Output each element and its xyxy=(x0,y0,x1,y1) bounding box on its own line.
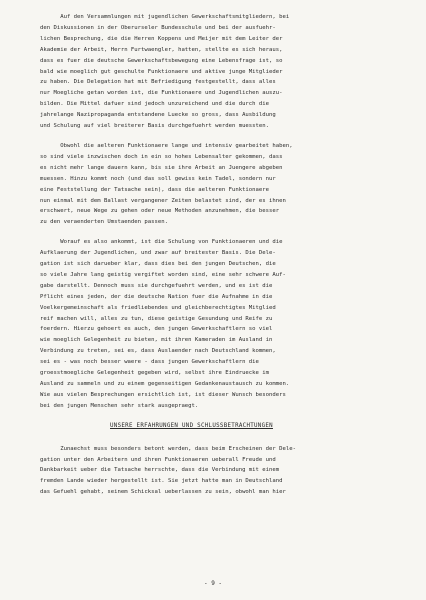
paragraph xyxy=(40,237,392,412)
text-line: gation unter den Arbeitern und ihren Funktionaeren ueberall Freude und xyxy=(40,456,276,463)
text-line: Akademie der Arbeit, Herrn Furtwaengler, hatten, stellte es sich heraus, xyxy=(40,46,283,53)
text-line: das Gefuehl gehabt, seinem Schicksal ueberlassen zu sein, obwohl man hier xyxy=(40,489,286,496)
text-line: nun einmal mit dem Ballast vergangener Zeiten belastet sind, der es ihnen xyxy=(40,197,286,204)
text-line: es nicht mehr lange dauern kann, bis sie ihre Arbeit an Juengere abgeben xyxy=(40,164,283,171)
text-line: jahrelange Nazipropaganda entstandene Luecke so gross, dass Ausbildung xyxy=(40,112,276,119)
text-line: so viele Jahre lang geistig vergiftet worden sind, eine sehr schwere Auf- xyxy=(40,271,286,278)
text-line: so sind viele inzwischen doch in ein so hohes Lebensalter gekommen, dass xyxy=(40,153,283,160)
text-line: foerdern. Hierzu gehoert es auch, den jungen Gewerkschaftlern so viel xyxy=(40,326,273,333)
text-line: zu den veraenderten Umstaenden passen. xyxy=(40,219,168,226)
text-line: lichen Besprechung, die die Herren Koppens und Meijer mit dem Leiter der xyxy=(40,35,283,42)
text-line: wie moeglich Gelegenheit zu bieten, mit ihren Kameraden im Ausland in xyxy=(40,337,273,344)
text-line: sei es - was noch besser waere - dass jungen Gewerkschaftlern die xyxy=(40,359,259,366)
text-line: Ausland zu sammeln und zu einem gegenseitigen Gedankenaustausch zu kommen. xyxy=(40,381,290,387)
body-text xyxy=(40,12,392,412)
text-line: Pflicht eines jeden, der die deutsche Nation fuer die Aufnahme in die xyxy=(40,293,273,300)
text-line: Zunaechst muss besonders betont werden, dass beim Erscheinen der Dele- xyxy=(40,445,296,452)
text-line: zu haben. Die Delegation hat mit Befriedigung festgestellt, dass alles xyxy=(40,79,276,86)
text-line: nur Moegliche getan worden ist, die Funktionaere und Jugendlichen auszu- xyxy=(40,90,283,97)
text-line: gation ist sich darueber klar, dass dies bei den jungen Deutschen, die xyxy=(40,261,276,268)
text-line: bilden. Die Mittel dafuer sind jedoch unzureichend und die durch die xyxy=(40,101,270,108)
text-line: gabe darstellt. Dennoch muss sie durchgefuehrt werden, und es ist die xyxy=(40,282,273,289)
text-line: dass es fuer die deutsche Gewerkschaftsbewegung eine Lebensfrage ist, so xyxy=(40,57,283,64)
text-line: bei den jungen Menschen sehr stark ausgepraegt. xyxy=(40,402,199,409)
text-line: Wie aus vielen Besprechungen ersichtlich ist, ist dieser Wunsch besonders xyxy=(40,391,286,398)
final-paragraph xyxy=(40,444,392,499)
text-line: Dankbarkeit ueber die Tatsache herrschte, dass die Verbindung mit einem xyxy=(40,467,280,474)
paragraph xyxy=(40,141,392,228)
text-line: erschwert, neue Wege zu gehen oder neue Methoden anzunehmen, die besser xyxy=(40,208,280,215)
text-line: reif machen will, alles zu tun, diese geistige Gesundung und Reife zu xyxy=(40,315,273,322)
text-line: und Schulung auf viel breiterer Basis durchgefuehrt werden muessten. xyxy=(40,123,270,130)
text-line: Auf den Versammlungen mit jugendlichen Gewerkschaftsmitgliedern, bei xyxy=(40,14,290,20)
text-line: bald wie moeglich gut geschulte Funktionaere und aktive junge Mitglieder xyxy=(40,68,283,75)
text-line: eine Feststellung der Tatsache sein), dass die aelteren Funktionaere xyxy=(40,186,270,193)
text-line: Worauf es also ankommt, ist die Schulung von Funktionaeren und die xyxy=(40,239,283,246)
text-line: Obwohl die aelteren Funktionaere lange und intensiv gearbeitet haben, xyxy=(40,142,293,149)
section-heading: UNSERE ERFAHRUNGEN UND SCHLUSSBETRACHTUNGEN xyxy=(110,422,273,429)
text-line: Verbindung zu treten, sei es, dass Auslaender nach Deutschland kommen, xyxy=(40,348,276,355)
paragraph xyxy=(40,12,392,132)
text-line: muessen. Hinzu kommt noch (und das soll gewiss kein Tadel, sondern nur xyxy=(40,175,276,182)
text-line: fremden Lande wieder hergestellt ist. Sie jetzt hatte man in Deutschland xyxy=(40,478,283,485)
text-line: Aufklaerung der Jugendlichen, und zwar auf breitester Basis. Die Dele- xyxy=(40,250,276,257)
text-line: Voelkergemeinschaft als friedliebendes und gleichberechtigtes Mitglied xyxy=(40,304,276,311)
page-number: - 9 - xyxy=(203,580,223,587)
text-line: den Diskussionen in der Oberurseler Bundesschule und bei der ausfuehr- xyxy=(40,24,276,31)
text-line: groesstmoegliche Gelegenheit gegeben wird, selbst ihre Eindruecke im xyxy=(40,370,270,377)
